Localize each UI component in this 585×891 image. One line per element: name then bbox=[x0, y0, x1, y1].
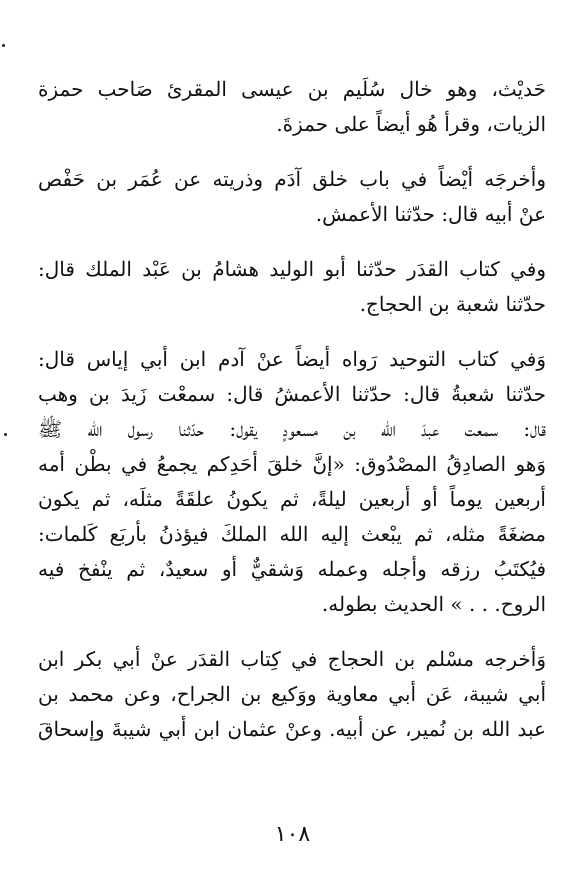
paragraph-4 bbox=[38, 342, 546, 622]
text-line: وأخرجَه أيْضاً في باب خلق آدَم وذريته عن عُمَر بن حَفْص bbox=[38, 167, 546, 191]
text-line: مضغَةً مثله، ثم يبْعث إليه الله الملكَ فيؤذنُ بأربَع كَلمات: bbox=[38, 522, 546, 546]
text-line: قال: سمعت عبدَ الله بن مسعودٍ يقول: حدّثنا رسول الله ﷺ bbox=[38, 417, 546, 441]
text-line: الزيات، وقرأ هُو أيضاً على حمزةَ. bbox=[276, 112, 546, 136]
paragraph-5 bbox=[38, 642, 546, 747]
text-line: حَديْث، وهو خال سُلَيم بن عيسى المقرئ صَاحب حمزة bbox=[38, 77, 546, 101]
text-line: وَهو الصادِقُ المصْدُوق: «إنَّ خلقَ أحَدِكم يجمعُ في بطْن أمه bbox=[38, 452, 546, 476]
paragraph-2 bbox=[38, 162, 546, 232]
text-line: أربعين يوماً أو أربعين ليلةً، ثم يكونُ علقَةً مثلَه، ثم يكون bbox=[38, 487, 546, 511]
margin-mark-middle bbox=[4, 433, 7, 436]
paragraph-3 bbox=[38, 252, 546, 322]
text-line: وَفي كتاب التوحيد رَواه أيضاً عنْ آدم ابن أبي إياس قال: bbox=[38, 347, 546, 371]
text-line: حدّثنا شعبةُ قال: حدّثنا الأعمشُ قال: سمعْت زَيدَ بن وهب bbox=[38, 382, 546, 406]
margin-mark-top bbox=[2, 44, 5, 47]
text-line: عنْ أبيه قال: حدّثنا الأعمش. bbox=[315, 202, 546, 226]
text-line: حدّثنا شعبة بن الحجاج. bbox=[359, 292, 546, 316]
text-line: فيُكتَبُ رزقه وأجله وعمله وَشقيٌّ أو سعيدٌ، ثم ينْفخ فيه bbox=[38, 557, 546, 581]
text-line: الروح. . . » الحديث بطوله. bbox=[321, 592, 546, 616]
text-line: وفي كتاب القدَر حدّثنا أبو الوليد هشامُ بن عَبْد الملك قال: bbox=[38, 257, 546, 281]
page-body bbox=[38, 72, 546, 767]
paragraph-1 bbox=[38, 72, 546, 142]
page-number: ١٠٨ bbox=[274, 822, 311, 847]
text-line: أبي شيبة، عَن أبي معاوية ووَكيع بن الجراح، وعن محمد بن bbox=[38, 682, 546, 706]
text-line: وَأخرجه مسْلم بن الحجاج في كِتاب القدَر عنْ أبي بكر ابن bbox=[38, 647, 546, 671]
text-line: عبد الله بن نُمير، عن أبيه. وعنْ عثمان ابن أبي شيبةَ وإسحاقَ bbox=[38, 717, 546, 741]
